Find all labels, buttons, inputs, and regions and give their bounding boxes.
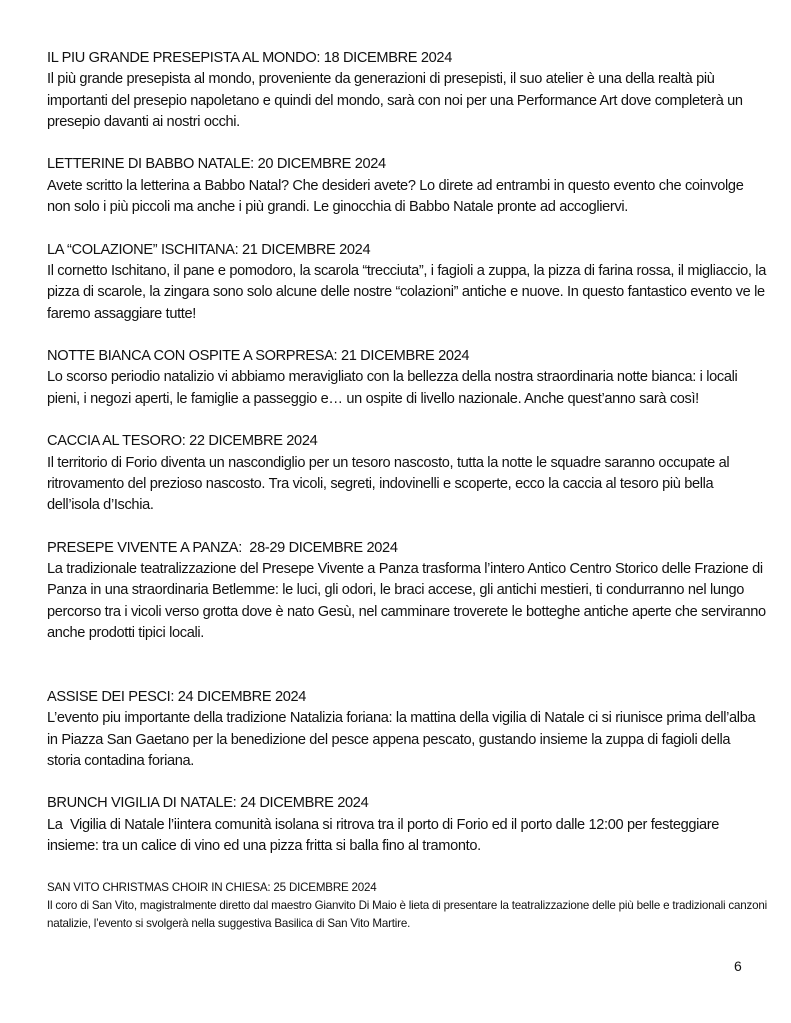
- event-description: La tradizionale teatralizzazione del Presepe Vivente a Panza trasforma l’intero Antico Centro Storico delle Frazione di Panza in una straordinaria Betlemme: le luci, gli odori, le braci accese, gli antichi mestieri, ti condurranno nel lungo percorso tra i vicoli verso grotta dove è nato Gesù, nel camminare troverete le botteghe antiche aperte che serviranno anche prodotti tipici locali.: [47, 561, 770, 642]
- page-number: 6: [734, 958, 742, 974]
- event-title: LA “COLAZIONE” ISCHITANA: 21 DICEMBRE 2024: [47, 241, 371, 258]
- event-description: Il territorio di Forio diventa un nascondiglio per un tesoro nascosto, tutta la notte le squadre saranno occupate al ritrovamento del prezioso nascosto. Tra vicoli, segreti, indovinelli e scoperte, ecco la caccia al tesoro più bella dell’isola d’Ischia.: [47, 454, 733, 514]
- event-title: CACCIA AL TESORO: 22 DICEMBRE 2024: [47, 433, 318, 450]
- event-title: BRUNCH VIGILIA DI NATALE: 24 DICEMBRE 2024: [47, 795, 369, 812]
- event-title: ASSISE DEI PESCI: 24 DICEMBRE 2024: [47, 688, 307, 705]
- event-title: NOTTE BIANCA CON OSPITE A SORPRESA: 21 DICEMBRE 2024: [47, 348, 470, 365]
- spacer: [47, 410, 767, 431]
- event-description: La Vigilia di Natale l’iintera comunità isolana si ritrova tra il porto di Forio ed il porto dalle 12:00 per festeggiare insieme: tra un calice di vino ed una pizza fritta si balla fino al tramonto.: [47, 816, 723, 854]
- event-section: [47, 687, 767, 772]
- event-description: Avete scritto la letterina a Babbo Natal? Che desideri avete? Lo direte ad entrambi in questo evento che coinvolge non solo i più piccoli ma anche i più grandi. Le ginocchia di Babbo Natale pronte ad accogliervi.: [47, 177, 748, 216]
- event-section: [47, 879, 770, 933]
- event-section: [47, 154, 767, 218]
- event-title: PRESEPE VIVENTE A PANZA: 28-29 DICEMBRE 2024: [47, 539, 398, 556]
- event-description: L’evento piu importante della tradizione Natalizia foriana: la mattina della vigilia di Natale ci si riunisce prima dell’alba in Piazza San Gaetano per la benedizione del pesce appena pescato, gustando insieme la zuppa di fagioli della storia contadina foriana.: [47, 710, 759, 769]
- event-section: [47, 538, 770, 644]
- spacer: [47, 857, 767, 878]
- spacer: [47, 644, 767, 687]
- event-description: Il cornetto Ischitano, il pane e pomodoro, la scarola “trecciuta”, i fagioli a zuppa, la pizza di farina rossa, il migliaccio, la pizza di scarole, la zingara sono solo alcune delle nostre “colazioni” antiche e nuove. In questo fantastico evento ve le faremo assaggiare tutte!: [47, 262, 770, 322]
- event-section: [47, 346, 767, 410]
- spacer: [47, 772, 767, 793]
- event-description: Il coro di San Vito, magistralmente diretto dal maestro Gianvito Di Maio è lieta di presentare la teatralizzazione delle più belle e tradizionali canzoni natalizie, l’evento si svolgerà nella suggestiva Basilica di San Vito Martire.: [47, 898, 770, 930]
- event-description: Lo scorso periodio natalizio vi abbiamo meravigliato con la bellezza della nostra straordinaria notte bianca: i locali pieni, i negozi aperti, le famiglie a passeggio e… un ospite di livello nazionale. Anche quest’anno sarà così!: [47, 369, 742, 407]
- event-title: LETTERINE DI BABBO NATALE: 20 DICEMBRE 2024: [47, 156, 386, 173]
- event-section: [47, 431, 767, 516]
- spacer: [47, 325, 767, 346]
- spacer: [47, 218, 767, 239]
- event-section: [47, 793, 767, 857]
- event-section: [47, 240, 770, 325]
- event-description: Il più grande presepista al mondo, proveniente da generazioni di presepisti, il suo atelier è una della realtà più importanti del presepio napoletano e quindi del mondo, sarà con noi per una Performance Art dove completerà un presepio davanti ai nostri occhi.: [47, 71, 747, 130]
- spacer: [47, 517, 767, 538]
- event-title: IL PIU GRANDE PRESEPISTA AL MONDO: 18 DICEMBRE 2024: [47, 50, 452, 66]
- document-page: [47, 48, 770, 933]
- event-title: SAN VITO CHRISTMAS CHOIR IN CHIESA: 25 DICEMBRE 2024: [47, 880, 377, 894]
- event-section: [47, 48, 767, 133]
- spacer: [47, 133, 767, 154]
